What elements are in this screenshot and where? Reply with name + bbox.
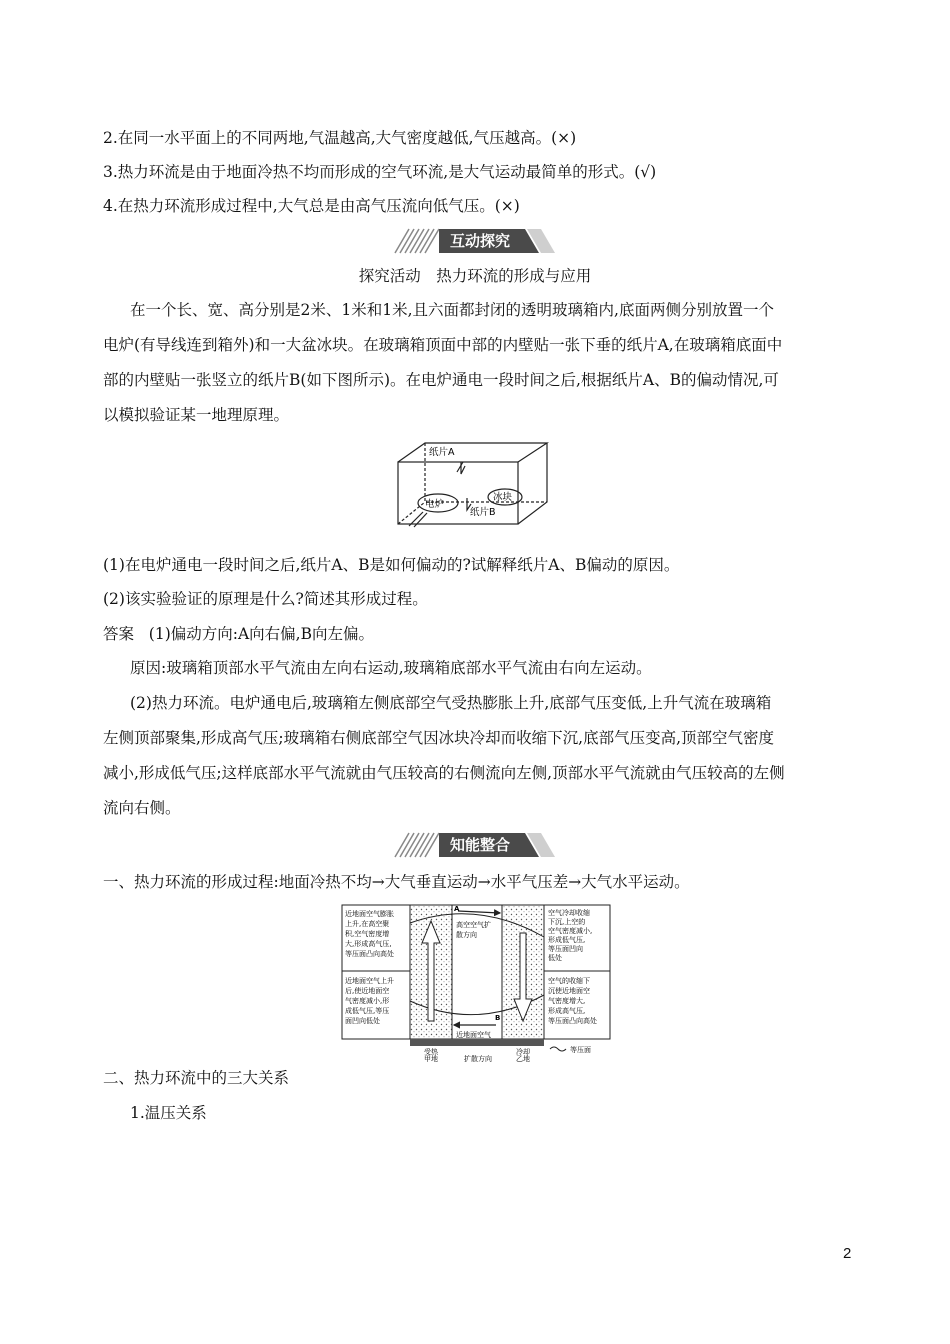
svg-text:散方向: 散方向 (456, 931, 477, 939)
activity-title: 探究活动 热力环流的形成与应用 (358, 267, 592, 285)
statement-3: 3.热力环流是由于地面冷热不均而形成的空气环流,是大气运动最简单的形式。(√) (103, 163, 657, 181)
center-bottom-label (456, 1030, 491, 1039)
paragraph-line: 在一个长、宽、高分别是2米、1米和1米,且六面都封闭的透明玻璃箱内,底面两侧分别放置一个 (130, 301, 774, 319)
statement-4: 4.在热力环流形成过程中,大气总是由高气压流向低气压。(×) (103, 197, 520, 215)
svg-text:上升,在高空聚: 上升,在高空聚 (345, 920, 390, 928)
svg-text:成低气压,等压: 成低气压,等压 (345, 1007, 390, 1015)
answer-label: 答案 (103, 625, 135, 643)
svg-text:等压面凹向: 等压面凹向 (548, 945, 583, 953)
sub-heading-temp-pressure: 1.温压关系 (130, 1104, 207, 1122)
center-bottom-label-2: 扩散方向 (464, 1055, 492, 1063)
legend-label: 等压面 (570, 1046, 591, 1054)
svg-text:下沉,上空的: 下沉,上空的 (548, 918, 586, 926)
label-stove: 电炉 (425, 499, 445, 510)
svg-text:空气密度减小,: 空气密度减小, (548, 927, 593, 935)
svg-text:面凹向低处: 面凹向低处 (345, 1017, 380, 1025)
paragraph-line: 以模拟验证某一地理原理。 (103, 406, 290, 424)
svg-text:形成低气压,: 形成低气压, (548, 936, 586, 944)
left-ground-label-2: 甲地 (424, 1055, 438, 1063)
svg-text:受热: 受热 (424, 1048, 438, 1056)
section-banner-interactive (395, 229, 555, 253)
answer2-line: 流向右侧。 (103, 799, 181, 817)
box-right-face (518, 443, 547, 524)
label-b: B (495, 1014, 501, 1022)
question-1: (1)在电炉通电一段时间之后,纸片A、B是如何偏动的?试解释纸片A、B偏动的原因。 (103, 556, 680, 574)
svg-text:近地面空气: 近地面空气 (456, 1031, 491, 1039)
ground-bar (410, 1039, 544, 1046)
label-paper-b: 纸片B (470, 507, 496, 518)
heading-three-relations: 二、热力环流中的三大关系 (103, 1069, 290, 1087)
label-paper-a: 纸片A (429, 447, 455, 458)
svg-text:低处: 低处 (548, 954, 562, 962)
answer2-line: 减小,形成低气压;这样底部水平气流就由气压较高的右侧流向左侧,顶部水平气流就由气压较高的左侧 (103, 764, 785, 782)
section-banner-integration (395, 833, 555, 857)
banner-title: 知能整合 (449, 836, 510, 854)
thermal-circulation-figure (340, 903, 612, 1056)
svg-text:形成高气压,: 形成高气压, (548, 1007, 586, 1015)
banner-title: 互动探究 (449, 232, 510, 250)
label-a: A (454, 905, 460, 913)
paragraph-line: 电炉(有导线连到箱外)和一大盆冰块。在玻璃箱顶面中部的内壁贴一张下垂的纸片A,在玻璃箱底面中 (103, 336, 783, 354)
svg-text:积,空气密度增: 积,空气密度增 (345, 930, 390, 938)
svg-text:后,使近地面空: 后,使近地面空 (345, 987, 390, 995)
paragraph-line: 部的内壁贴一张竖立的纸片B(如下图所示)。在电炉通电一段时间之后,根据纸片A、B的偏动情况,可 (103, 371, 779, 389)
svg-text:气密度增大,: 气密度增大, (548, 997, 586, 1005)
left-bottom-text (345, 976, 394, 1025)
answer-line-1 (103, 623, 374, 645)
svg-text:冷却: 冷却 (516, 1048, 530, 1056)
svg-text:等压面凸向高处: 等压面凸向高处 (548, 1017, 597, 1025)
svg-text:高空空气扩: 高空空气扩 (456, 921, 491, 929)
answer2-line: 左侧顶部聚集,形成高气压;玻璃箱右侧底部空气因冰块冷却而收缩下沉,底部气压变高,顶部空气密度 (103, 729, 775, 747)
heading-formation-process: 一、热力环流的形成过程:地面冷热不均→大气垂直运动→水平气压差→大气水平运动。 (103, 873, 690, 891)
svg-text:空气冷却收缩: 空气冷却收缩 (548, 909, 590, 917)
box-top-face (398, 443, 547, 462)
right-bottom-text (548, 976, 597, 1025)
answer-reason: 原因:玻璃箱顶部水平气流由左向右运动,玻璃箱底部水平气流由右向左运动。 (130, 659, 652, 677)
right-top-text (548, 908, 592, 962)
question-2: (2)该实验验证的原理是什么?简述其形成过程。 (103, 590, 428, 608)
svg-text:气密度减小,形: 气密度减小,形 (345, 997, 390, 1005)
answer-1: (1)偏动方向:A向右偏,B向左偏。 (148, 625, 374, 643)
svg-text:近地面空气上升: 近地面空气上升 (345, 977, 394, 985)
right-ground-label-2: 乙地 (516, 1055, 530, 1063)
label-ice: 冰块 (493, 492, 513, 503)
statement-2: 2.在同一水平面上的不同两地,气温越高,大气密度越低,气压越高。(×) (103, 129, 577, 147)
answer2-line: (2)热力环流。电炉通电后,玻璃箱左侧底部空气受热膨胀上升,底部气压变低,上升气流在玻璃箱 (130, 694, 772, 712)
svg-text:沉使近地面空: 沉使近地面空 (548, 987, 590, 995)
page-number: 2 (843, 1245, 852, 1262)
svg-text:近地面空气膨胀: 近地面空气膨胀 (345, 910, 394, 918)
glass-box-figure (395, 440, 555, 528)
svg-text:空气的收缩下: 空气的收缩下 (548, 977, 590, 985)
left-top-text (345, 909, 394, 958)
svg-text:等压面凸向高处: 等压面凸向高处 (345, 950, 394, 958)
svg-text:大,形成高气压,: 大,形成高气压, (345, 940, 392, 948)
